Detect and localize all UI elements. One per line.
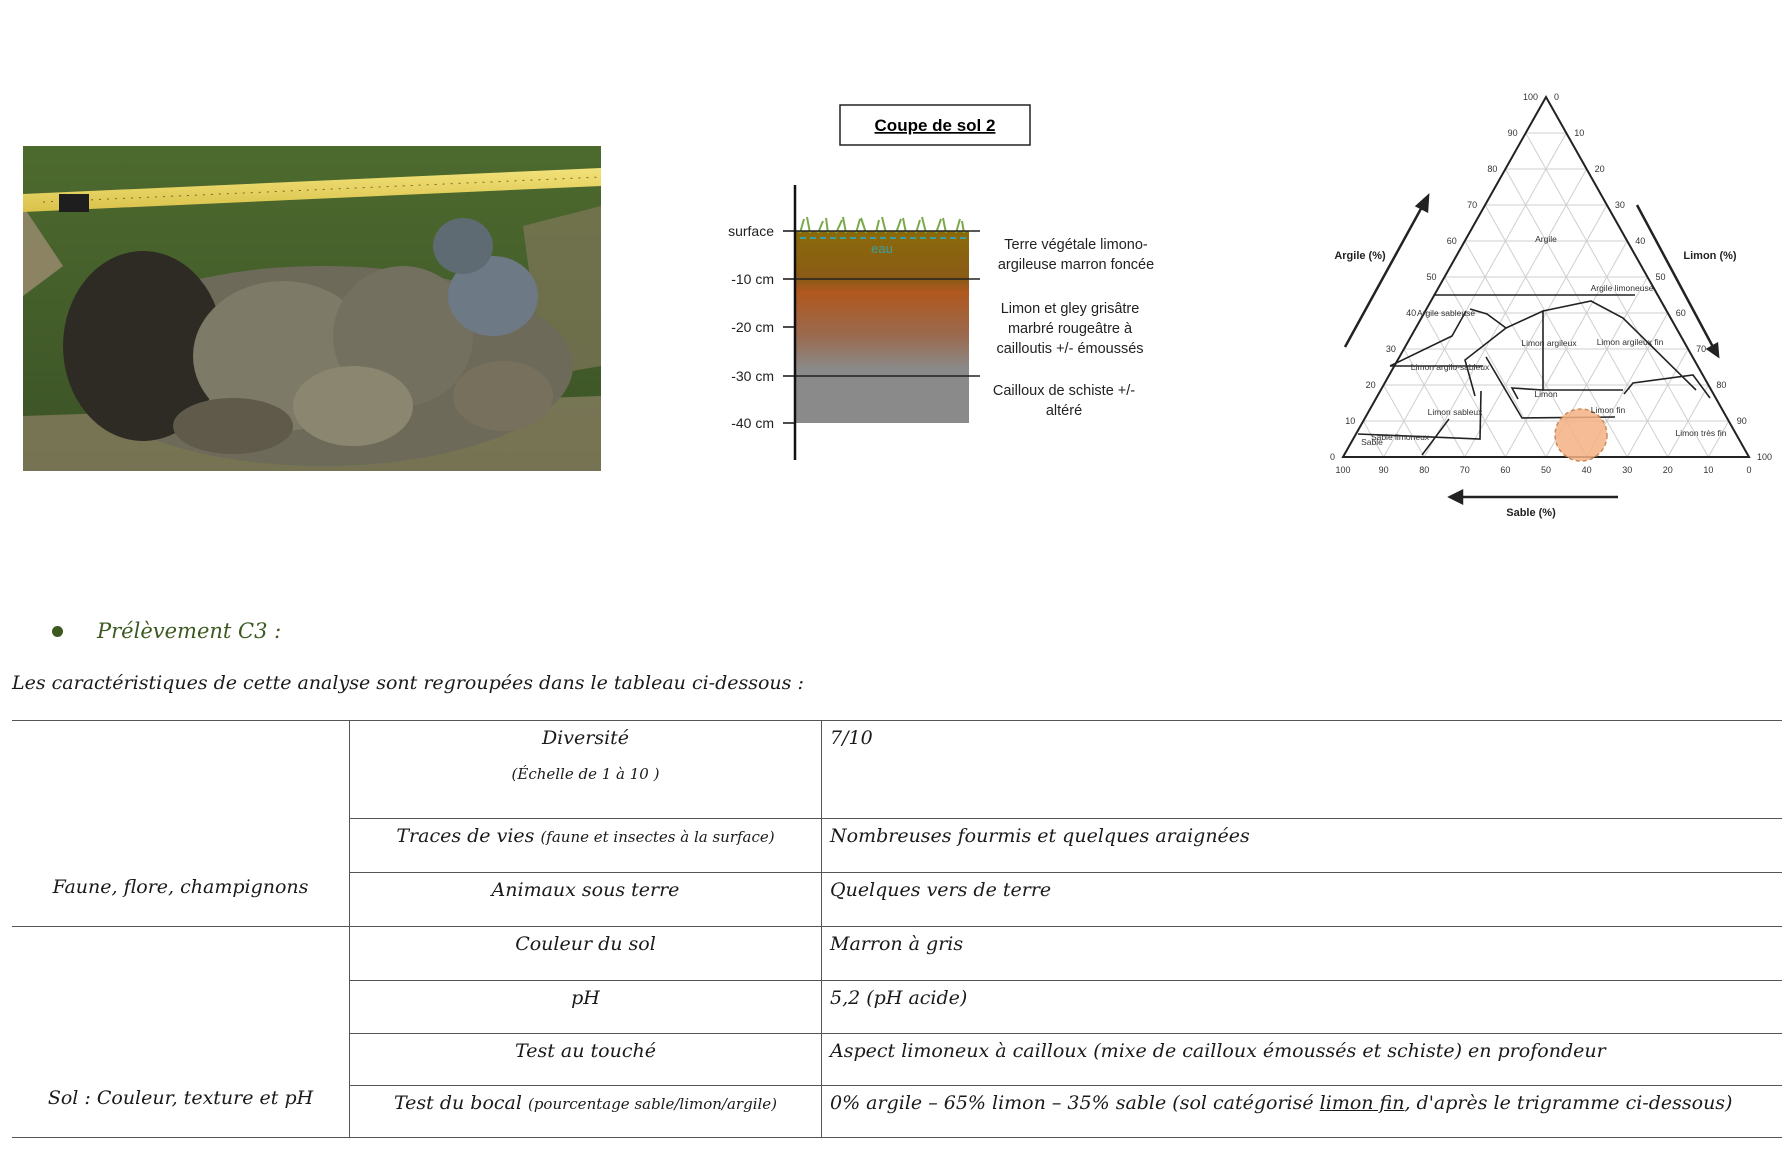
value-bocal-post: , d'après le trigramme ci-dessous) (1404, 1092, 1733, 1114)
bullet-icon (52, 626, 63, 637)
depth-label-10: -10 cm (731, 271, 774, 287)
bottom-tick-label: 70 (1459, 465, 1470, 475)
right-tick-label: 40 (1635, 236, 1646, 246)
zone-argile: Argile (1535, 234, 1557, 244)
right-tick-label: 20 (1594, 164, 1605, 174)
label-animaux: Animaux sous terre (350, 873, 822, 927)
bottom-tick-label: 50 (1540, 465, 1552, 475)
bottom-tick-label: 40 (1581, 465, 1592, 475)
left-tick-label: 20 (1365, 380, 1376, 390)
left-tick-label: 90 (1507, 128, 1518, 138)
grid-line (1708, 421, 1728, 457)
soil-photo-illustration (23, 146, 601, 471)
group-faune-flore: Faune, flore, champignons (12, 721, 350, 927)
zone-sable-limoneux: Sable limoneux (1370, 432, 1430, 442)
soil-layers (795, 231, 969, 423)
value-test-bocal (822, 1086, 1783, 1138)
layer3-line1: Cailloux de schiste +/- (992, 383, 1136, 399)
value-couleur: Marron à gris (822, 927, 1783, 981)
right-tick-label: 50 (1655, 272, 1666, 282)
zone-argile-sableuse: Argile sableuse (1416, 308, 1476, 318)
bottom-tick-label: 100 (1335, 465, 1351, 475)
table-row (12, 721, 1782, 819)
label-test-touche: Test au touché (350, 1034, 822, 1086)
bottom-tick-label: 10 (1703, 465, 1714, 475)
label-bocal-note: (pourcentage sable/limon/argile) (527, 1095, 778, 1113)
left-tick-label: 70 (1467, 200, 1478, 210)
layer3-line2: altéré (1045, 403, 1083, 419)
label-traces-note: (faune et insectes à la surface) (540, 828, 775, 846)
zone-limon-sableux: Limon sableux (1427, 407, 1483, 417)
label-bocal-text: Test du bocal (393, 1092, 522, 1114)
section-heading (52, 616, 281, 646)
value-diversite: 7/10 (822, 721, 1783, 819)
label-test-bocal (350, 1086, 822, 1138)
label-diversite-scale: (Échelle de 1 à 10 ) (511, 765, 660, 783)
value-ph: 5,2 (pH acide) (822, 981, 1783, 1034)
section-title: Prélèvement C3 : (97, 619, 282, 643)
analysis-table (12, 720, 1782, 1138)
label-diversite-text: Diversité (541, 727, 630, 749)
label-couleur: Couleur du sol (350, 927, 822, 981)
left-tick-label: 40 (1406, 308, 1417, 318)
bottom-tick-label: 60 (1500, 465, 1511, 475)
value-animaux: Quelques vers de terre (822, 873, 1783, 927)
highlight-limon-fin (1555, 409, 1607, 461)
bottom-tick-label: 90 (1378, 465, 1389, 475)
left-tick-label: 100 (1522, 92, 1538, 102)
argile-arrow-icon (1345, 205, 1423, 347)
zone-limon-argilo-sableux: Limon argilo-sableux (1410, 362, 1490, 372)
layer2-line1: Limon et gley grisâtre (1000, 301, 1140, 317)
axis-sable-label: Sable (%) (1506, 507, 1556, 519)
group-sol: Sol : Couleur, texture et pH (12, 927, 350, 1138)
bottom-tick-label: 0 (1746, 465, 1752, 475)
right-tick-label: 30 (1614, 200, 1625, 210)
soil-profile-figure (700, 95, 1180, 475)
right-tick-label: 100 (1757, 452, 1773, 462)
right-tick-label: 80 (1716, 380, 1727, 390)
bottom-ticks (1335, 465, 1751, 475)
bottom-tick-label: 30 (1622, 465, 1633, 475)
soil-sample-photo (23, 146, 601, 471)
label-traces-text: Traces de vies (396, 825, 535, 847)
value-bocal-category: limon fin (1319, 1092, 1405, 1114)
label-traces-vies (350, 819, 822, 873)
label-diversite (350, 721, 822, 819)
zone-labels (1361, 234, 1727, 447)
layer1-line1: Terre végétale limono- (1004, 237, 1148, 253)
depth-label-20: -20 cm (731, 319, 774, 335)
bottom-tick-label: 20 (1662, 465, 1673, 475)
right-tick-label: 70 (1696, 344, 1707, 354)
right-tick-label: 90 (1736, 416, 1747, 426)
depth-label-40: -40 cm (731, 415, 774, 431)
water-label: eau (871, 241, 893, 256)
right-tick-label: 10 (1574, 128, 1585, 138)
left-tick-label: 60 (1446, 236, 1457, 246)
zone-borders (1358, 295, 1710, 455)
bottom-tick-label: 80 (1419, 465, 1430, 475)
layer2-line3: cailloutis +/- émoussés (996, 341, 1144, 357)
left-tick-label: 50 (1426, 272, 1437, 282)
left-tick-label: 30 (1385, 344, 1396, 354)
axis-limon-label: Limon (%) (1683, 250, 1737, 262)
table-row (12, 927, 1782, 981)
value-traces-vies: Nombreuses fourmis et quelques araignées (822, 819, 1783, 873)
depth-label-30: -30 cm (731, 368, 774, 384)
left-tick-label: 80 (1487, 164, 1498, 174)
zone-limon-fin: Limon fin (1590, 405, 1626, 415)
left-tick-label: 10 (1345, 416, 1356, 426)
value-test-touche: Aspect limoneux à cailloux (mixe de cailloux émoussés et schiste) en profondeur (822, 1034, 1783, 1086)
zone-limon-argileux-fin: Limon argileux fin (1596, 337, 1664, 347)
zone-argile-limoneuse: Argile limoneuse (1590, 283, 1654, 293)
axis-argile-label: Argile (%) (1334, 250, 1386, 262)
zone-sable: Sable (1361, 437, 1383, 447)
texture-triangle (1300, 85, 1780, 525)
label-ph: pH (350, 981, 822, 1034)
left-tick-label: 0 (1329, 452, 1335, 462)
right-tick-label: 0 (1554, 92, 1560, 102)
grid-line (1627, 349, 1688, 457)
coupe-title: Coupe de sol 2 (874, 116, 996, 135)
zone-limon-argileux: Limon argileux (1521, 338, 1577, 348)
intro-text: Les caractéristiques de cette analyse sont regroupées dans le tableau ci-dessous : (12, 672, 804, 694)
layer1-line2: argileuse marron foncée (997, 257, 1155, 273)
depth-label-surface: surface (728, 223, 774, 239)
value-bocal-pre: 0% argile – 65% limon – 35% sable (sol catégorisé (830, 1092, 1320, 1114)
right-tick-label: 60 (1675, 308, 1686, 318)
zone-limon-tres-fin: Limon très fin (1675, 428, 1727, 438)
zone-limon: Limon (1534, 389, 1558, 399)
layer2-line2: marbré rougeâtre à (1007, 321, 1133, 337)
